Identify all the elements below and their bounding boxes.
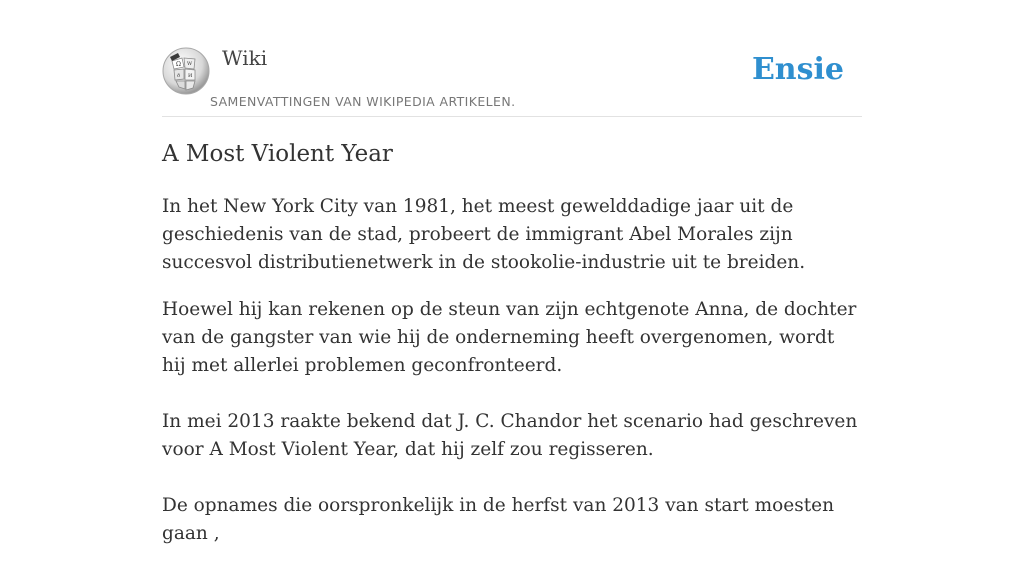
article-paragraph: In het New York City van 1981, het meest gewelddadige jaar uit de geschiedenis van de stad, probeert de immigrant Abel Morales zijn succesvol distributienetwerk in de stookolie-industrie uit te breiden. xyxy=(162,196,806,273)
site-name[interactable]: Wiki xyxy=(222,46,268,70)
ensie-brand-link[interactable]: Ensie xyxy=(751,52,844,87)
site-tagline: SAMENVATTINGEN VAN WIKIPEDIA ARTIKELEN. xyxy=(210,94,516,109)
svg-text:ð: ð xyxy=(177,73,181,79)
site-header xyxy=(162,44,862,117)
article-title: A Most Violent Year xyxy=(162,141,393,167)
article-paragraph: Hoewel hij kan rekenen op de steun van zijn echtgenote Anna, de dochter van de gangster van wie hij de onderneming heeft overgenomen, wordt hij met allerlei problemen geconfronteerd. xyxy=(162,299,857,376)
svg-text:И: И xyxy=(188,73,193,79)
article-paragraph: In mei 2013 raakte bekend dat J. C. Chandor het scenario had geschreven voor A Most Violent Year, dat hij zelf zou regisseren. xyxy=(162,411,858,460)
svg-text:W: W xyxy=(187,61,193,67)
article xyxy=(162,137,862,567)
article-paragraph: De opnames die oorspronkelijk in de herfst van 2013 van start moesten gaan , xyxy=(162,495,835,544)
wikipedia-globe-icon[interactable] xyxy=(162,47,210,95)
svg-text:Ω: Ω xyxy=(176,61,181,68)
